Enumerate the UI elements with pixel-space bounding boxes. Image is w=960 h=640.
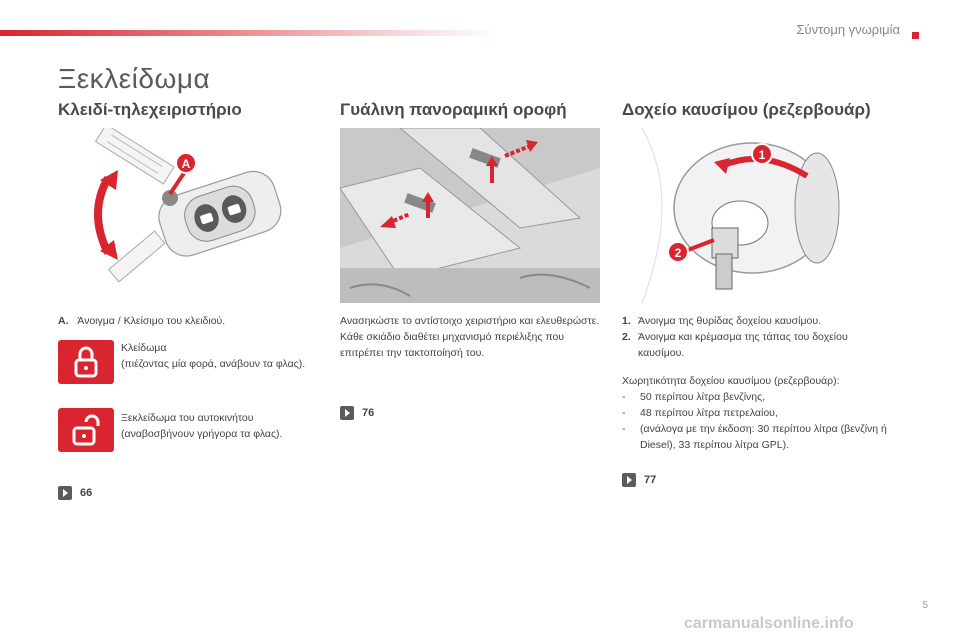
lock-detail: (πιέζοντας μία φορά, ανάβουν τα φλας). (121, 358, 306, 370)
roof-illustration (340, 128, 600, 303)
section-name: Σύντομη γνωριμία (796, 22, 900, 37)
fuel-heading: Δοχείο καυσίμου (ρεζερβουάρ) (622, 100, 871, 119)
roof-page-ref[interactable] (340, 405, 374, 421)
key-drawing (78, 128, 298, 288)
dash: - (622, 391, 626, 403)
padlock-open-icon (58, 408, 114, 452)
lock-title: Κλείδωμα (121, 342, 167, 354)
fuel-step-2 (622, 329, 882, 361)
header-accent-bar (0, 30, 500, 36)
callout-1-badge: 1 (758, 148, 766, 162)
fuel-illustration (622, 128, 882, 303)
roof-heading: Γυάλινη πανοραμική οροφή (340, 100, 567, 119)
roof-text-2: Κάθε σκιάδιο διαθέτει μηχανισμό περιέλιξης που επιτρέπει την τακτοποίησή του. (340, 331, 565, 359)
padlock-closed-icon (58, 340, 114, 384)
key-page-ref[interactable] (58, 485, 92, 501)
fuel-ref-number: 77 (644, 474, 657, 486)
step-text: Άνοιγμα και κρέμασμα της τάπας του δοχείου καυσίμου. (638, 331, 848, 359)
key-caption-a (58, 313, 298, 329)
capacity-text: 48 περίπου λίτρα πετρελαίου, (640, 407, 778, 419)
fuel-step-1 (622, 313, 882, 329)
key-heading: Κλειδί-τηλεχειριστήριο (58, 100, 242, 119)
dash: - (622, 407, 626, 419)
callout-2-badge: 2 (674, 246, 682, 260)
page-ref-arrow-icon (622, 473, 636, 487)
lock-description (121, 340, 311, 372)
lock-icon-box (58, 340, 114, 384)
capacity-text: (ανάλογα με την έκδοση: 30 περίπου λίτρα (βενζίνη ή Diesel), 33 περίπου λίτρα GPL). (640, 423, 887, 451)
unlock-detail: (αναβοσβήνουν γρήγορα τα φλας). (121, 428, 283, 440)
fuel-page-ref[interactable] (622, 472, 656, 488)
dash: - (622, 423, 626, 435)
step-text: Άνοιγμα της θυρίδας δοχείου καυσίμου. (638, 315, 821, 327)
key-ref-number: 66 (80, 487, 93, 499)
unlock-description (121, 410, 321, 442)
capacity-item (622, 389, 892, 405)
unlock-icon-box (58, 408, 114, 452)
step-number: 1. (622, 315, 631, 327)
unlock-title: Ξεκλείδωμα του αυτοκινήτου (121, 412, 254, 424)
caption-a-text: Άνοιγμα / Κλείσιμο του κλειδιού. (77, 315, 226, 327)
page-ref-arrow-icon (58, 486, 72, 500)
key-illustration (78, 128, 298, 288)
fuel-capacity (622, 373, 892, 453)
roof-text-1: Ανασηκώστε το αντίστοιχο χειριστήριο και ελευθερώστε. (340, 315, 600, 327)
section-marker (912, 32, 919, 39)
roof-text (340, 313, 600, 361)
capacity-item (622, 421, 892, 453)
page-ref-arrow-icon (340, 406, 354, 420)
page-title: Ξεκλείδωμα (58, 63, 211, 94)
fuel-steps (622, 313, 882, 361)
roof-drawing (340, 128, 600, 303)
fuel-drawing (622, 128, 882, 303)
capacity-item (622, 405, 892, 421)
roof-ref-number: 76 (362, 407, 375, 419)
label-a: A. (58, 315, 69, 327)
capacity-text: 50 περίπου λίτρα βενζίνης, (640, 391, 766, 403)
capacity-title: Χωρητικότητα δοχείου καυσίμου (ρεζερβουάρ): (622, 375, 840, 387)
page-number: 5 (922, 600, 928, 611)
watermark: carmanualsonline.info (684, 615, 854, 632)
step-number: 2. (622, 331, 631, 343)
callout-a-badge: A (181, 157, 191, 171)
